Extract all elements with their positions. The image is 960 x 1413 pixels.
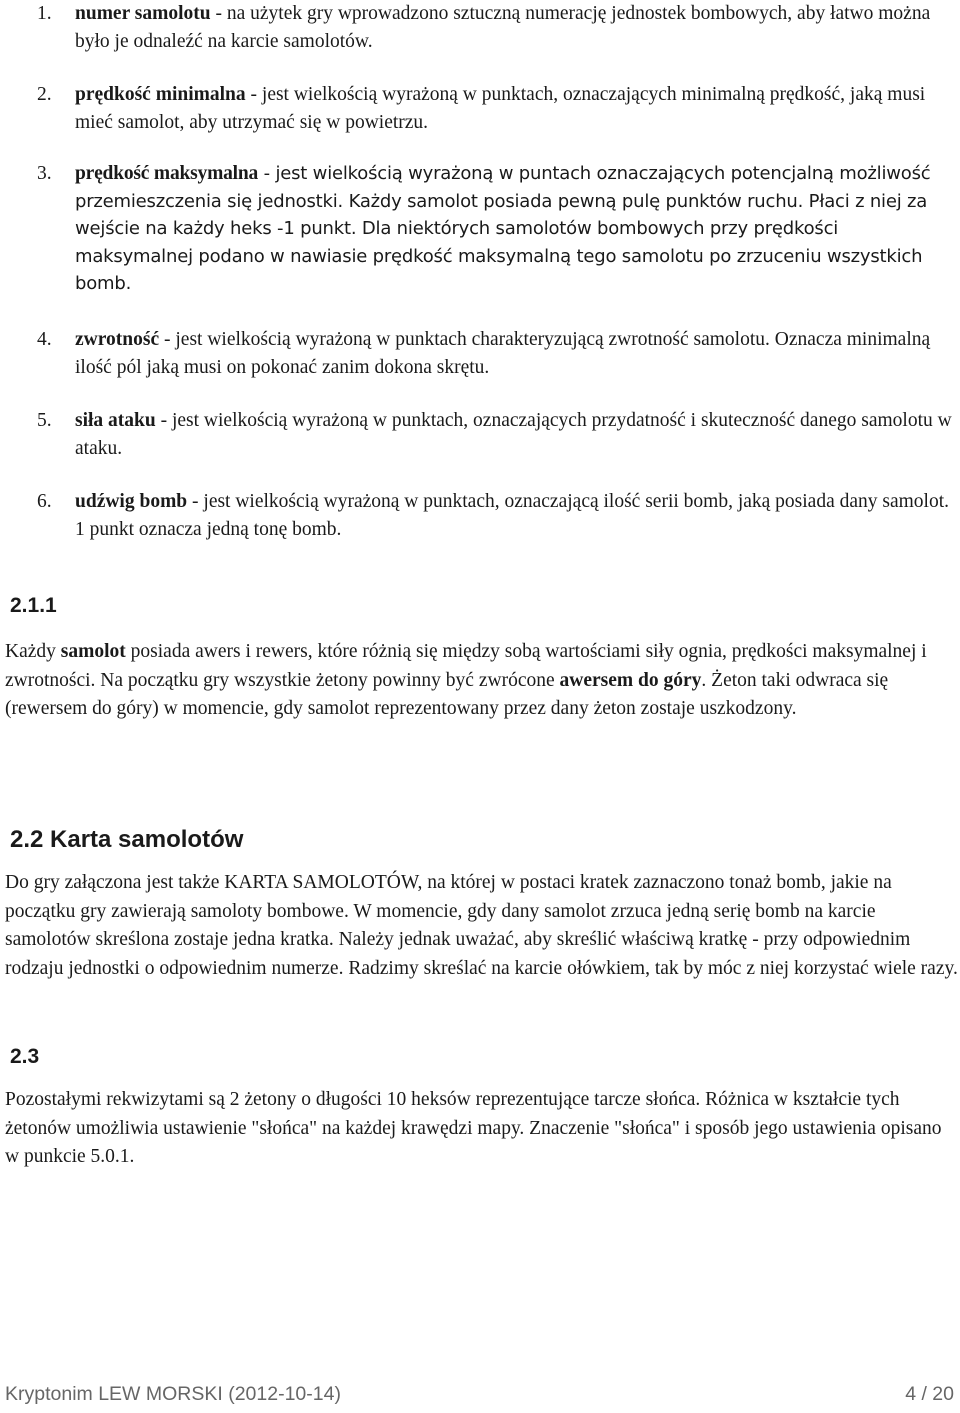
- list-text: [75, 0, 960, 55]
- list-text: [75, 407, 960, 462]
- list-number: 2.: [37, 84, 52, 105]
- section-heading: 2.3: [10, 1045, 40, 1068]
- list-number: 5.: [37, 410, 52, 431]
- list-number: 1.: [37, 3, 52, 24]
- section-paragraph: [5, 638, 960, 724]
- paragraph-text: . Żeton taki odwraca się (rewersem do góry) w momencie, gdy samolot reprezentowany przez dany żeton zostaje uszkodzony.: [5, 669, 889, 719]
- definition: - jest wielkością wyrażoną w punktach, oznaczających przydatność i skuteczność danego samolotu w ataku.: [75, 410, 952, 459]
- term: prędkość maksymalna: [75, 163, 259, 184]
- footer-title: Kryptonim LEW MORSKI (2012-10-14): [5, 1383, 341, 1405]
- definition: - jest wielkością wyrażoną w puntach oznaczających potencjalną możliwość przemieszczenia się jednostki. Każdy samolot posiada pewną pulę punktów ruchu. Płaci z niej za wejście na każdy heks -1 punkt.: [75, 163, 931, 239]
- section-paragraph: Pozostałymi rekwizytami są 2 żetony o długości 10 heksów reprezentujące tarcze słońca. Różnica w kształcie tych żetonów umożliwia ustawienie "słońca" na każdej krawędzi mapy. Znaczenie "słońca" i sposób jego ustawienia opisano w punkcie 5.0.1.: [5, 1089, 942, 1167]
- list-number: 3.: [37, 163, 52, 184]
- term: udźwig bomb: [75, 491, 188, 512]
- bold-text: samolot: [60, 641, 126, 662]
- term: prędkość minimalna: [75, 84, 246, 105]
- definition-continued: Dla niektórych samolotów bombowych przy prędkości maksymalnej podano w nawiasie prędkość maksymalną tego samolotu po zrzuceniu wszystkich bomb.: [75, 218, 923, 294]
- list-number: 4.: [37, 329, 52, 350]
- definition: - jest wielkością wyrażoną w punktach, oznaczających minimalną prędkość, jaką musi mieć samolot, aby utrzymać się w powietrzu.: [75, 84, 926, 133]
- definition: - jest wielkością wyrażoną w punktach charakteryzującą zwrotność samolotu. Oznacza minimalną ilość pól jaką musi on pokonać zanim dokona skrętu.: [75, 329, 931, 378]
- section-heading: 2.1.1: [10, 594, 57, 617]
- section-heading: 2.2 Karta samolotów: [10, 826, 244, 853]
- term: siła ataku: [75, 410, 156, 431]
- section-paragraph: Do gry załączona jest także KARTA SAMOLOTÓW, na której w postaci kratek zaznaczono tonaż bomb, jakie na początku gry zawierają samoloty bombowe. W momencie, gdy dany samolot zrzuca jedną serię bomb na karcie samolotów skreślona zostaje jedna kratka. Należy jednak uważać, aby skreślić właściwą kratkę - przy odpowiednim rodzaju jednostki o odpowiednim numerze. Radzimy skreślać na karcie ołówkiem, tak by móc z niej korzystać wiele razy.: [5, 872, 958, 979]
- list-number: 6.: [37, 491, 52, 512]
- page-number: 4 / 20: [905, 1383, 954, 1405]
- paragraph-text: posiada awers i rewers, które różnią się między sobą wartościami siły ognia, prędkości maksymalnej i zwrotności. Na początku gry wszystkie żetony powinny być zwrócone: [5, 641, 927, 691]
- list-text: [75, 326, 960, 381]
- term: numer samolotu: [75, 3, 211, 24]
- definition: - na użytek gry wprowadzono sztuczną numerację jednostek bombowych, aby łatwo można było je odnaleźć na karcie samolotów.: [75, 3, 931, 52]
- definition: - jest wielkością wyrażoną w punktach, oznaczającą ilość serii bomb, jaką posiada dany samolot. 1 punkt oznacza jedną tonę bomb.: [75, 491, 950, 540]
- list-text: [75, 488, 960, 543]
- bold-text: awersem do góry: [559, 669, 702, 691]
- list-text: [75, 160, 960, 298]
- paragraph-text: Każdy: [5, 641, 61, 662]
- list-text: [75, 81, 960, 136]
- term: zwrotność: [75, 329, 160, 350]
